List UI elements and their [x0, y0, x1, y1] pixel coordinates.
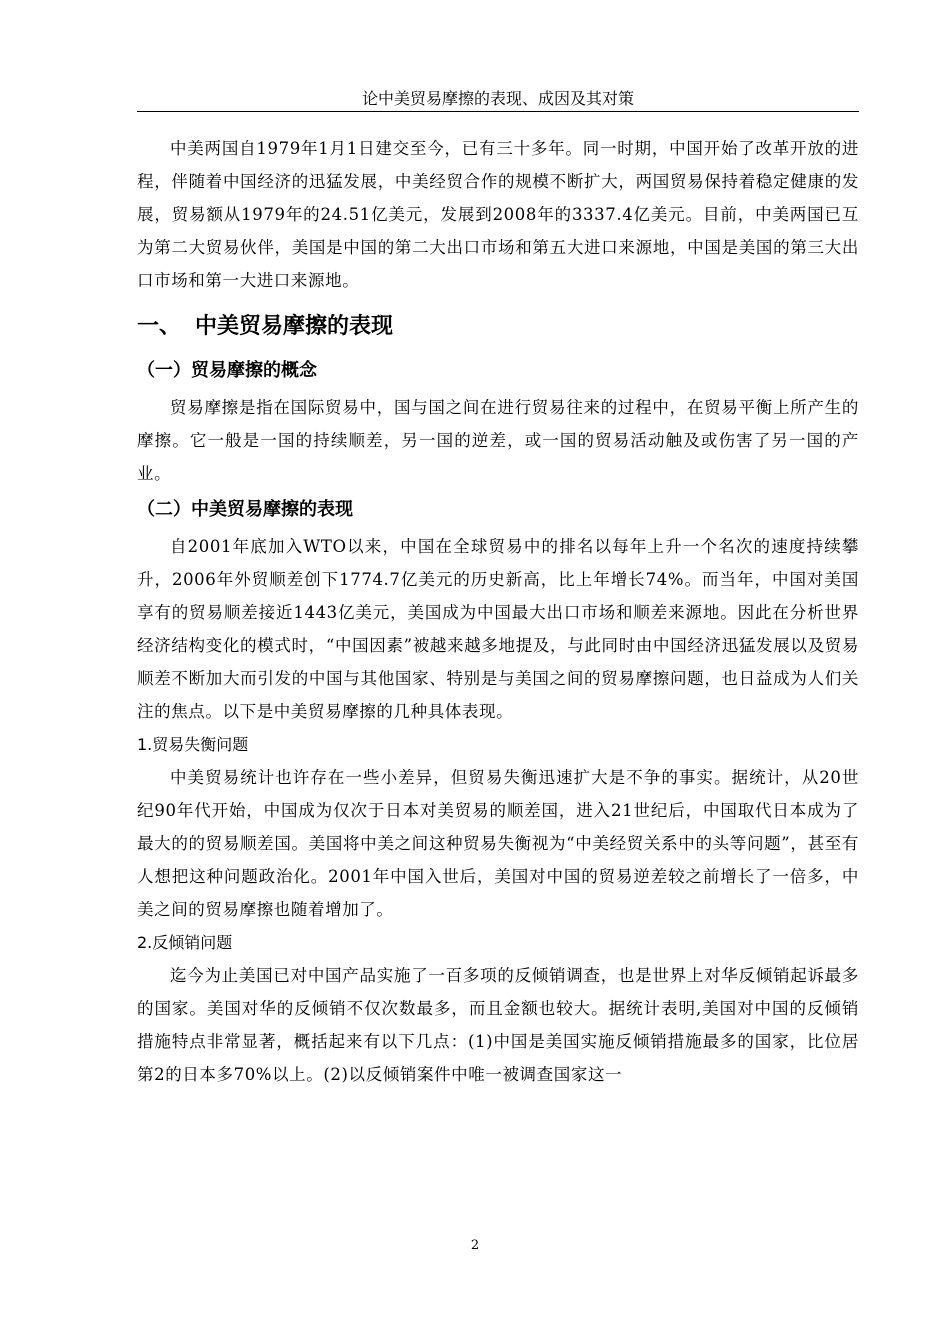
manifestation-paragraph: 自2001年底加入WTO以来，中国在全球贸易中的排名以每年上升一个名次的速度持续攀升，2006年外贸顺差创下1774.7亿美元的历史新高，比上年增长74%。而当年，中国对美国享有的贸易顺差接近1443亿美元，美国成为中国最大出口市场和顺差来源地。因此在分析世界经济结构变化的模式时，“中国因素”被越来越多地提及，与此同时由中国经济迅猛发展以及贸易顺差不断加大而引发的中国与其他国家、特别是与美国之间的贸易摩擦问题，也日益成为人们关注的焦点。以下是中美贸易摩擦的几种具体表现。 [137, 537, 859, 721]
section-heading [137, 297, 859, 351]
intro-paragraph: 中美两国自1979年1月1日建交至今，已有三十多年。同一时期，中国开始了改革开放的进程，伴随着中国经济的迅猛发展，中美经贸合作的规模不断扩大，两国贸易保持着稳定健康的发展，贸易额从1979年的24.51亿美元，发展到2008年的3337.4亿美元。目前，中美两国已互为第二大贸易伙伴，美国是中国的第二大出口市场和第五大进口来源地，中国是美国的第三大出口市场和第一大进口来源地。 [137, 139, 859, 290]
subsection-heading-manifestation: （二）中美贸易摩擦的表现 [137, 499, 353, 520]
concept-paragraph: 贸易摩擦是指在国际贸易中，国与国之间在进行贸易往来的过程中，在贸易平衡上所产生的摩擦。它一般是一国的持续顺差，另一国的逆差，或一国的贸易活动触及或伤害了另一国的产业。 [137, 398, 859, 483]
subsection-heading-concept: （一）贸易摩擦的概念 [137, 360, 317, 381]
section-title: 中美贸易摩擦的表现 [195, 314, 394, 339]
document-body [137, 132, 859, 1091]
section-number: 一、 [137, 314, 182, 339]
running-header: 论中美贸易摩擦的表现、成因及其对策 [361, 89, 634, 108]
antidumping-paragraph: 迄今为止美国已对中国产品实施了一百多项的反倾销调查，也是世界上对华反倾销起诉最多的国家。美国对华的反倾销不仅次数最多，而且金额也较大。据统计表明,美国对中国的反倾销措施特点非常显著，概括起来有以下几点：(1)中国是美国实施反倾销措施最多的国家，比位居第2的日本多70%以上。(2)以反倾销案件中唯一被调查国家这一 [137, 966, 859, 1084]
imbalance-paragraph: 中美贸易统计也许存在一些小差异，但贸易失衡迅速扩大是不争的事实。据统计，从20世纪90年代开始，中国成为仅次于日本对美贸易的顺差国，进入21世纪后，中国取代日本成为了最大的的贸易顺差国。美国将中美之间这种贸易失衡视为“中美经贸关系中的头等问题”，甚至有人想把这种问题政治化。2001年中国入世后，美国对中国的贸易逆差较之前增长了一倍多，中美之间的贸易摩擦也随着增加了。 [137, 768, 859, 919]
header-divider [137, 111, 859, 112]
item-heading-antidumping: 2.反倾销问题 [137, 933, 233, 952]
item-heading-imbalance: 1.贸易失衡问题 [137, 735, 249, 754]
page-number: 2 [470, 1238, 480, 1253]
